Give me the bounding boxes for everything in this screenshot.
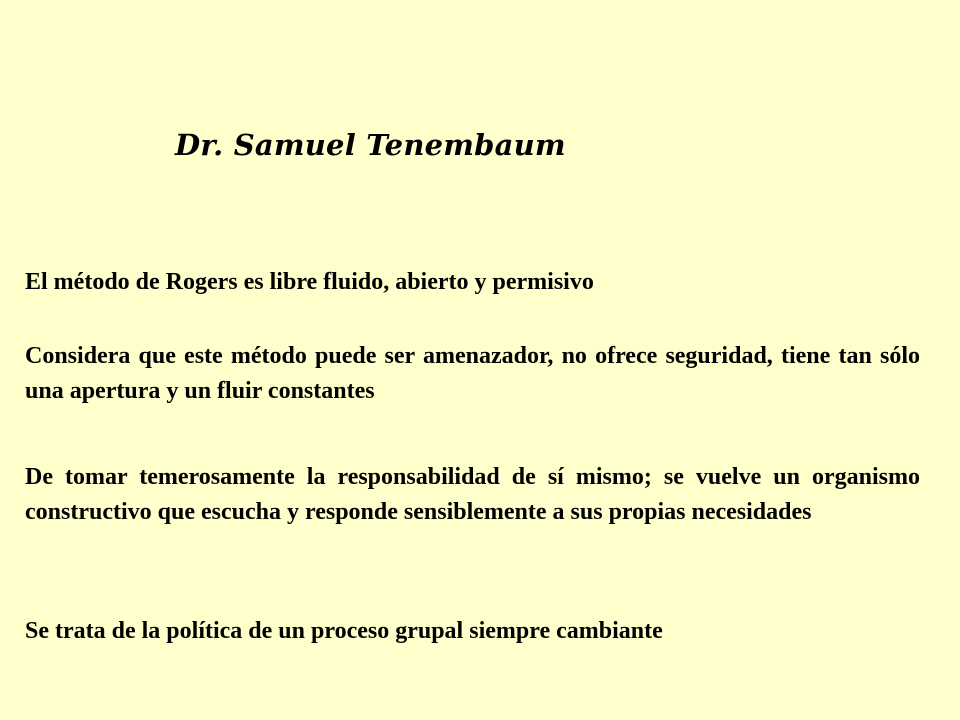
paragraph-responsabilidad: De tomar temerosamente la responsabilidad de sí mismo; se vuelve un organismo constructivo que escucha y responde sensiblemente a sus propias necesidades xyxy=(25,464,920,525)
paragraph-considera: Considera que este método puede ser amenazador, no ofrece seguridad, tiene tan sólo una apertura y un fluir constantes xyxy=(25,343,920,404)
paragraph-rogers-method: El método de Rogers es libre fluido, abierto y permisivo xyxy=(25,269,594,295)
paragraph-proceso-grupal: Se trata de la política de un proceso grupal siempre cambiante xyxy=(25,618,663,644)
slide-title: Dr. Samuel Tenembaum xyxy=(175,128,566,162)
